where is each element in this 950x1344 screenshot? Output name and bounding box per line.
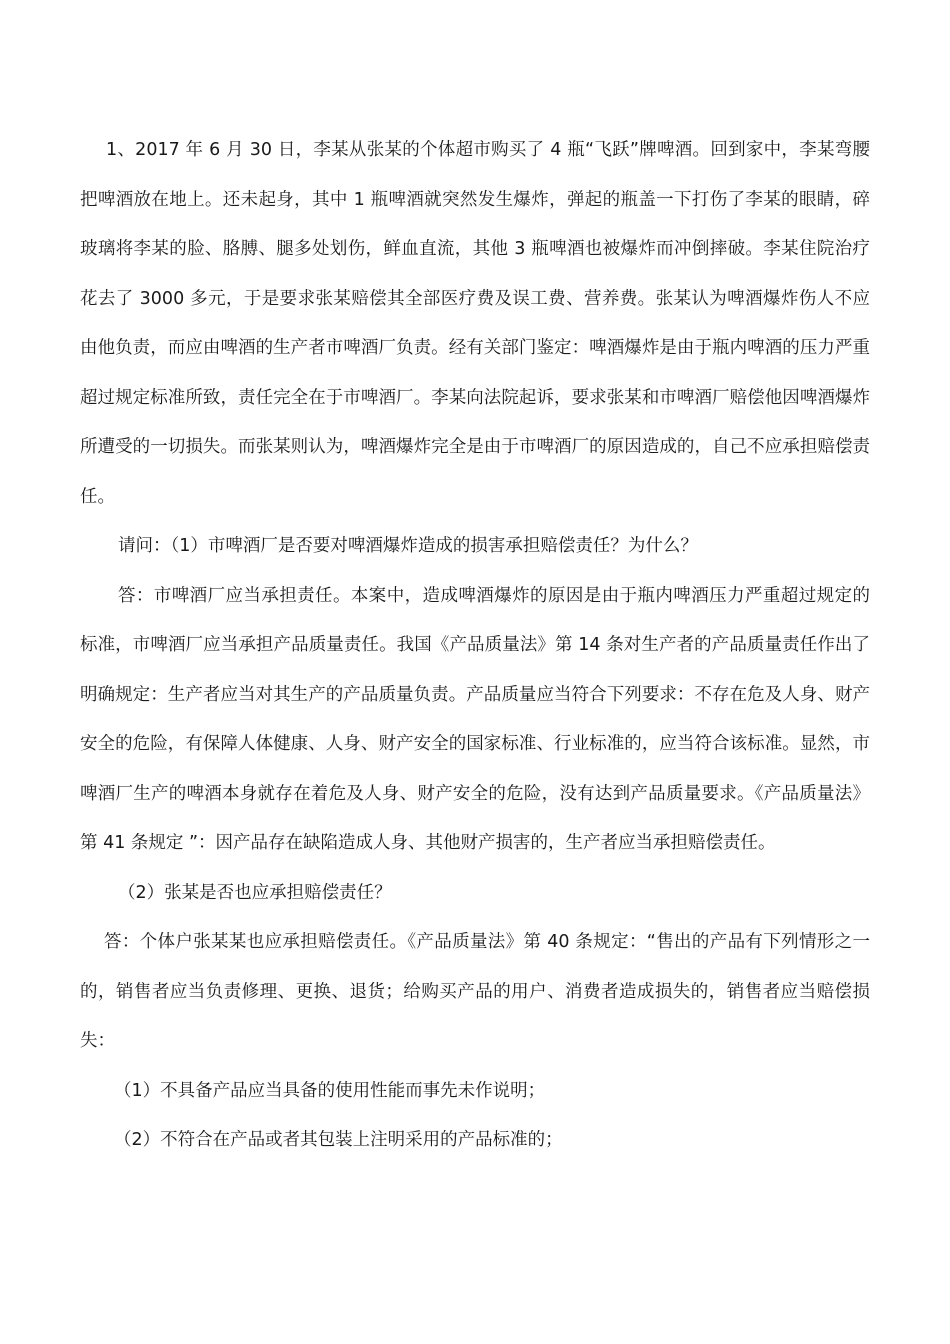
list-item-1: （1）不具备产品应当具备的使用性能而事先未作说明； <box>114 1080 546 1101</box>
question-1: 请问：（1）市啤酒厂是否要对啤酒爆炸造成的损害承担赔偿责任？为什么？ <box>118 536 698 556</box>
list-item-2: （2）不符合在产品或者其包装上注明采用的产品标准的； <box>114 1130 563 1150</box>
answer-1: 答：市啤酒厂应当承担责任。本案中，造成啤酒爆炸的原因是由于瓶内啤酒压力严重超过规定的标准，市啤酒厂应当承担产品质量责任。我国《产品质量法》第 14 条对生产者的产品质量责任作出了明确规定：生产者应当对其生产的产品质量负责。产品质量应当符合下列要求：不存在危及人身、财产安全的危险，有保障人体健康、人身、财产安全的国家标准、行业标准的，应当符合该标准。显然，市啤酒厂生产的啤酒本身就存在着危及人身、财产安全的危险，没有达到产品质量要求。《产品质量法》第 41 条规定 ”：因产品存在缺陷造成人身、其他财产损害的，生产者应当承担赔偿责任。 <box>80 585 870 853</box>
question-2: （2）张某是否也应承担赔偿责任？ <box>118 882 392 903</box>
document-body <box>80 126 870 1166</box>
case-paragraph: 1、2017 年 6 月 30 日，李某从张某的个体超市购买了 4 瓶“飞跃”牌啤酒。回到家中，李某弯腰把啤酒放在地上。还未起身，其中 1 瓶啤酒就突然发生爆炸，弹起的瓶盖一下打伤了李某的眼睛，碎玻璃将李某的脸、胳膊、腿多处划伤，鲜血直流，其他 3 瓶啤酒也被爆炸而冲倒摔破。李某住院治疗花去了 3000 多元，于是要求张某赔偿其全部医疗费及误工费、营养费。张某认为啤酒爆炸伤人不应由他负责，而应由啤酒的生产者市啤酒厂负责。经有关部门鉴定：啤酒爆炸是由于瓶内啤酒的压力严重超过规定标准所致，责任完全在于市啤酒厂。李某向法院起诉，要求张某和市啤酒厂赔偿他因啤酒爆炸所遭受的一切损失。而张某则认为，啤酒爆炸完全是由于市啤酒厂的原因造成的，自己不应承担赔偿责任。 <box>80 140 870 507</box>
answer-2: 答：个体户张某某也应承担赔偿责任。《产品质量法》第 40 条规定：“售出的产品有下列情形之一的，销售者应当负责修理、更换、退货；给购买产品的用户、消费者造成损失的，销售者应当赔偿损失： <box>80 932 870 1051</box>
